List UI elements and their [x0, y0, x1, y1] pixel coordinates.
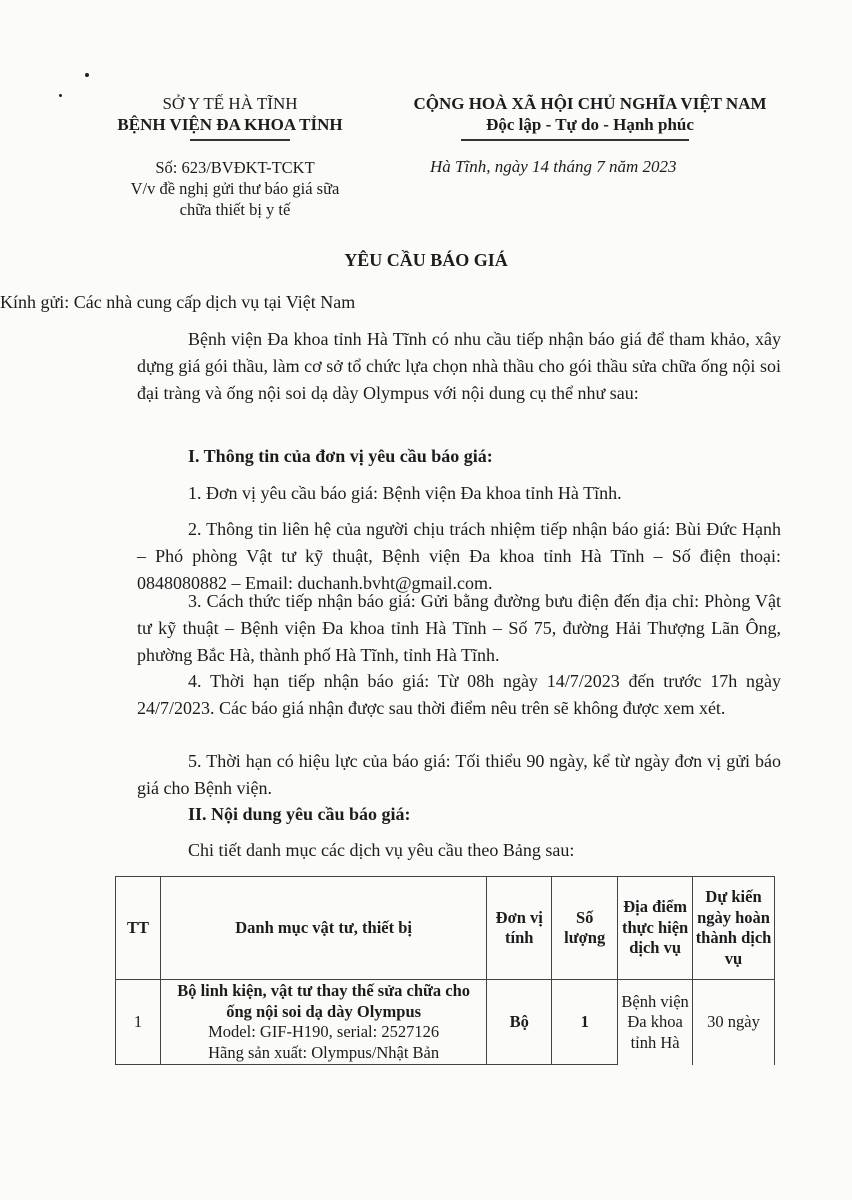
cell-tt: 1 — [116, 980, 161, 1065]
scan-mark — [59, 94, 62, 97]
subject-line-1: V/v đề nghị gửi thư báo giá sữa — [130, 179, 340, 198]
header-place: Địa điểm thực hiện dịch vụ — [618, 877, 693, 980]
section-1-item-2: 2. Thông tin liên hệ của người chịu trách nhiệm tiếp nhận báo giá: Bùi Đức Hạnh – Phó phòng Vật tư kỹ thuật, Bệnh viện Đa khoa tỉnh Hà Tĩnh – Số điện thoại: 0848080882 – Email: duchanh.bvht@gmail.com. — [137, 519, 781, 593]
issuer-underline — [190, 139, 290, 141]
national-motto: Độc lập - Tự do - Hạnh phúc — [486, 115, 694, 134]
item-name: Bộ linh kiện, vật tư thay thế sửa chữa cho ống nội soi dạ dày Olympus — [177, 981, 471, 1021]
issuer-department: SỞ Y TẾ HÀ TĨNH — [162, 94, 298, 113]
document-title: YÊU CẦU BÁO GIÁ — [344, 250, 508, 270]
issuer-hospital: BỆNH VIỆN ĐA KHOA TỈNH — [117, 115, 343, 134]
section-1-item-4: 4. Thời hạn tiếp nhận báo giá: Từ 08h ngày 14/7/2023 đến trước 17h ngày 24/7/2023. Các báo giá nhận được sau thời điểm nêu trên sẽ không được xem xét. — [137, 671, 781, 718]
recipient-line: Kính gửi: Các nhà cung cấp dịch vụ tại Việt Nam — [0, 292, 356, 312]
cell-due: 30 ngày — [693, 980, 775, 1065]
subject-line-2: chữa thiết bị y tế — [179, 200, 291, 219]
section-1-item-3: 3. Cách thức tiếp nhận báo giá: Gửi bằng đường bưu điện đến địa chỉ: Phòng Vật tư kỹ thuật – Bệnh viện Đa khoa tỉnh Hà Tĩnh – Số 75, đường Hải Thượng Lãn Ông, phường Bắc Hà, thành phố Hà Tĩnh, tỉnh Hà Tĩnh. — [137, 591, 781, 665]
item-manufacturer: Hãng sản xuất: Olympus/Nhật Bản — [208, 1042, 440, 1062]
section-2-heading: II. Nội dung yêu cầu báo giá: — [188, 804, 411, 824]
dateline: Hà Tĩnh, ngày 14 tháng 7 năm 2023 — [430, 157, 677, 176]
issuer-block — [110, 93, 350, 135]
reference-block — [130, 157, 340, 220]
header-quantity: Số lượng — [552, 877, 618, 980]
cell-place: Bệnh viện Đa khoa tỉnh Hà — [618, 980, 693, 1065]
table-row — [116, 980, 775, 1065]
header-unit: Đơn vị tính — [487, 877, 552, 980]
item-model: Model: GIF-H190, serial: 2527126 — [208, 1022, 440, 1041]
cell-item-description — [160, 980, 486, 1065]
quotation-items-table — [115, 876, 775, 1065]
header-item-name: Danh mục vật tư, thiết bị — [160, 877, 486, 980]
national-header — [390, 93, 790, 135]
section-1-item-1: 1. Đơn vị yêu cầu báo giá: Bệnh viện Đa khoa tỉnh Hà Tĩnh. — [188, 483, 622, 503]
section-1-heading: I. Thông tin của đơn vị yêu cầu báo giá: — [188, 446, 493, 466]
intro-paragraph: Bệnh viện Đa khoa tỉnh Hà Tĩnh có nhu cầu tiếp nhận báo giá để tham khảo, xây dựng giá gói thầu, làm cơ sở tổ chức lựa chọn nhà thầu cho gói thầu sửa chữa ống nội soi đại tràng và ống nội soi dạ dày Olympus với nội dung cụ thể như sau: — [137, 329, 781, 403]
header-tt: TT — [116, 877, 161, 980]
header-due: Dự kiến ngày hoàn thành dịch vụ — [693, 877, 775, 980]
cell-quantity: 1 — [552, 980, 618, 1065]
scan-mark — [85, 73, 89, 77]
cell-unit: Bộ — [487, 980, 552, 1065]
national-title: CỘNG HOÀ XÃ HỘI CHỦ NGHĨA VIỆT NAM — [413, 94, 767, 113]
table-header-row — [116, 877, 775, 980]
section-1-item-5: 5. Thời hạn có hiệu lực của báo giá: Tối thiểu 90 ngày, kể từ ngày đơn vị gửi báo giá cho Bệnh viện. — [137, 751, 781, 798]
section-2-lead: Chi tiết danh mục các dịch vụ yêu cầu theo Bảng sau: — [188, 840, 575, 860]
reference-number: Số: 623/BVĐKT-TCKT — [155, 158, 315, 177]
motto-underline — [461, 139, 689, 141]
